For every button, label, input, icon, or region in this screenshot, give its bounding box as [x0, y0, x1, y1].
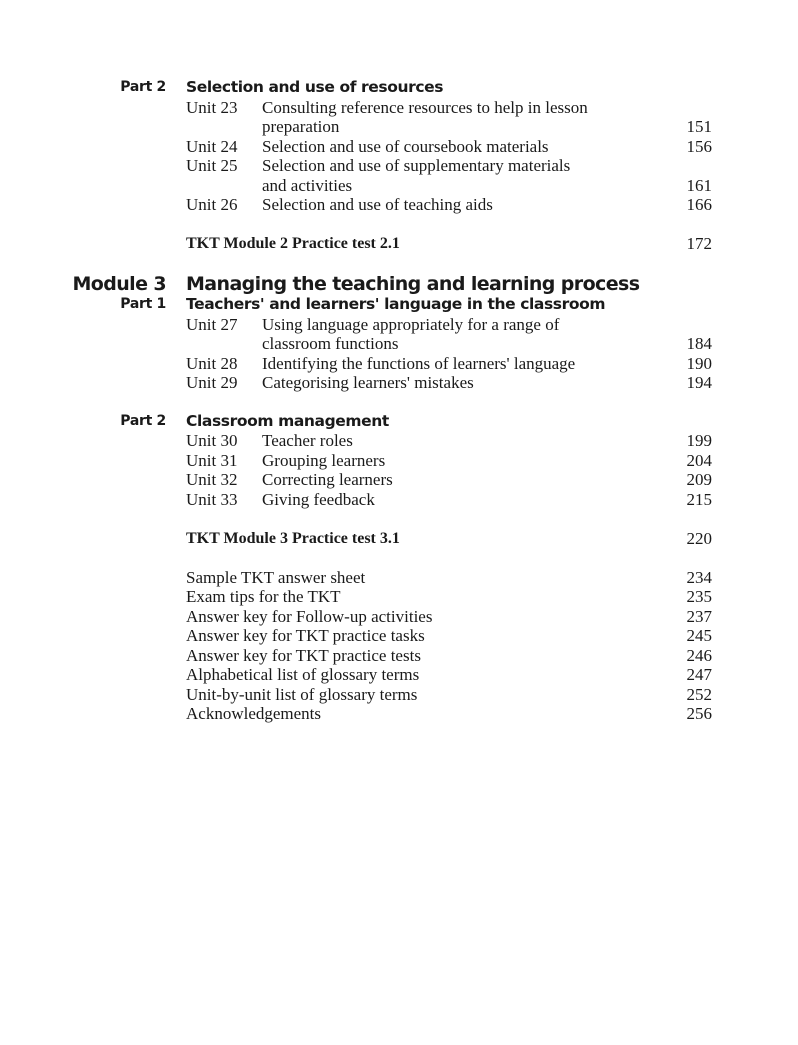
unit-title: Categorising learners' mistakes: [262, 373, 474, 392]
unit-number: Unit 32: [186, 470, 238, 489]
page-number: 151: [686, 117, 712, 136]
unit-number: Unit 27: [186, 315, 238, 334]
unit-title-continued: and activities: [262, 176, 353, 195]
unit-number: Unit 33: [186, 490, 238, 509]
back-matter-item: Answer key for Follow-up activities: [186, 607, 433, 626]
unit-number: Unit 26: [186, 195, 238, 214]
page-number: 166: [686, 195, 712, 214]
practice-test-title: TKT Module 2 Practice test 2.1: [186, 235, 400, 252]
page-number: 156: [686, 137, 712, 156]
back-matter-item: Acknowledgements: [186, 704, 322, 723]
practice-test-title: TKT Module 3 Practice test 3.1: [186, 530, 400, 547]
page-number: 245: [686, 626, 712, 645]
unit-title: Correcting learners: [262, 470, 393, 489]
back-matter-item: Answer key for TKT practice tasks: [186, 626, 425, 645]
page-number: 209: [686, 470, 712, 489]
page-number: 235: [686, 587, 712, 606]
page-number: 256: [686, 704, 712, 723]
unit-number: Unit 28: [186, 354, 238, 373]
unit-number: Unit 31: [186, 451, 238, 470]
unit-title: Grouping learners: [262, 451, 386, 470]
page-number: 234: [686, 568, 712, 587]
page-number: 172: [686, 234, 712, 253]
unit-title: Selection and use of supplementary materials: [262, 156, 571, 175]
back-matter-item: Sample TKT answer sheet: [186, 568, 366, 587]
back-matter-item: Alphabetical list of glossary terms: [186, 665, 420, 684]
page-number: 252: [686, 685, 712, 704]
unit-title: Selection and use of coursebook materials: [262, 137, 549, 156]
unit-title: Giving feedback: [262, 490, 375, 509]
page-number: 215: [686, 490, 712, 509]
module-label: Module 3: [72, 273, 166, 295]
page-number: 190: [686, 354, 712, 373]
unit-title: Selection and use of teaching aids: [262, 195, 493, 214]
page-number: 199: [686, 431, 712, 450]
page-number: 194: [686, 373, 712, 392]
unit-number: Unit 29: [186, 373, 238, 392]
page-number: 220: [686, 529, 712, 548]
unit-number: Unit 25: [186, 156, 238, 175]
page-number: 246: [686, 646, 712, 665]
page-number: 237: [686, 607, 712, 626]
unit-title: Teacher roles: [262, 431, 353, 450]
part-title: Selection and use of resources: [186, 78, 444, 96]
page-number: 184: [686, 334, 712, 353]
unit-number: Unit 30: [186, 431, 238, 450]
page-number: 161: [686, 176, 712, 195]
unit-title-continued: preparation: [262, 117, 340, 136]
unit-number: Unit 23: [186, 98, 238, 117]
part-label: Part 2: [120, 79, 166, 95]
part-title: Teachers' and learners' language in the classroom: [186, 295, 606, 313]
part-label: Part 1: [120, 296, 166, 312]
unit-title: Identifying the functions of learners' language: [262, 354, 576, 373]
unit-title: Using language appropriately for a range of: [262, 315, 560, 334]
module-title: Managing the teaching and learning process: [186, 273, 640, 295]
part-label: Part 2: [120, 413, 166, 429]
page-number: 204: [686, 451, 712, 470]
back-matter-item: Exam tips for the TKT: [186, 587, 341, 606]
part-title: Classroom management: [186, 412, 389, 430]
page-number: 247: [686, 665, 712, 684]
back-matter-item: Unit-by-unit list of glossary terms: [186, 685, 418, 704]
unit-title-continued: classroom functions: [262, 334, 399, 353]
unit-title: Consulting reference resources to help in lesson: [262, 98, 588, 117]
unit-number: Unit 24: [186, 137, 238, 156]
back-matter-item: Answer key for TKT practice tests: [186, 646, 421, 665]
